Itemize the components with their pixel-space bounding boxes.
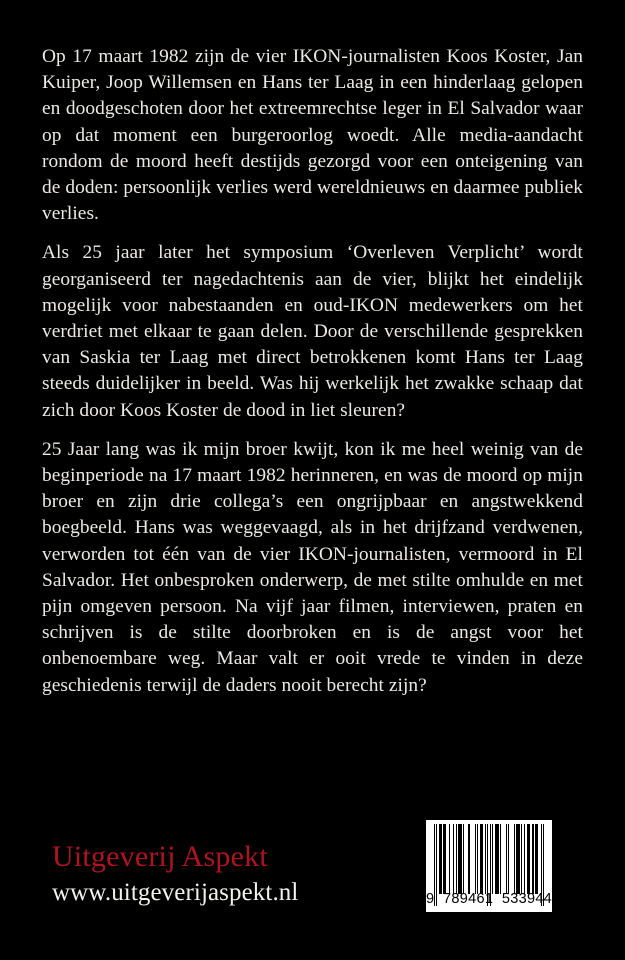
blurb-paragraph-3: 25 Jaar lang was ik mijn broer kwijt, kon ik me heel weinig van de beginperiode na 17 maart 1982 herinneren, en was de moord op mijn broer en zijn drie collega’s een ongrijpbaar en angstwekkend boegbeeld. Hans was weggevaagd, als in het drijfzand verdwenen, verworden tot één van de vier IKON-journalisten, vermoord in El Salvador. Het onbesproken onderwerp, de met stilte omhulde en met pijn omgeven persoon. Na vijf jaar filmen, interviewen, praten en schrijven is de stilte doorbroken en is de angst voor het onbenoembare weg. Maar valt er ooit vrede te vinden in deze geschiedenis terwijl de daders nooit berecht zijn? [42,438,583,696]
barcode-digits: 9 789461 533944 [426,891,553,907]
barcode-bars [434,824,544,894]
publisher-block [52,840,382,908]
publisher-website-url: www.uitgeverijaspekt.nl [52,879,299,906]
publisher-name: Uitgeverij Aspekt [52,840,268,873]
blurb-text-block [42,44,583,699]
blurb-paragraph-2: Als 25 jaar later het symposium ‘Overleven Verplicht’ wordt georganiseerd ter nagedachtenis aan de vier, blijkt het eindelijk mogelijk voor nabestaanden en oud-IKON medewerkers om het verdriet met elkaar te gaan delen. Door de verschillende gesprekken van Saskia ter Laag met direct betrokkenen komt Hans ter Laag steeds duidelijker in beeld. Was hij werkelijk het zwakke schaap dat zich door Koos Koster de dood in liet sleuren? [42,242,583,421]
isbn-barcode [426,820,552,912]
blurb-paragraph-1: Op 17 maart 1982 zijn de vier IKON-journalisten Koos Koster, Jan Kuiper, Joop Willemsen en Hans ter Laag in een hinderlaag gelopen en doodgeschoten door het extreemrechtse leger in El Salvador waar op dat moment een burgeroorlog woedt. Alle media-aandacht rondom de moord heeft destijds gezorgd voor een onteigening van de doden: persoonlijk verlies werd wereldnieuws en daarmee publiek verlies. [42,46,583,225]
